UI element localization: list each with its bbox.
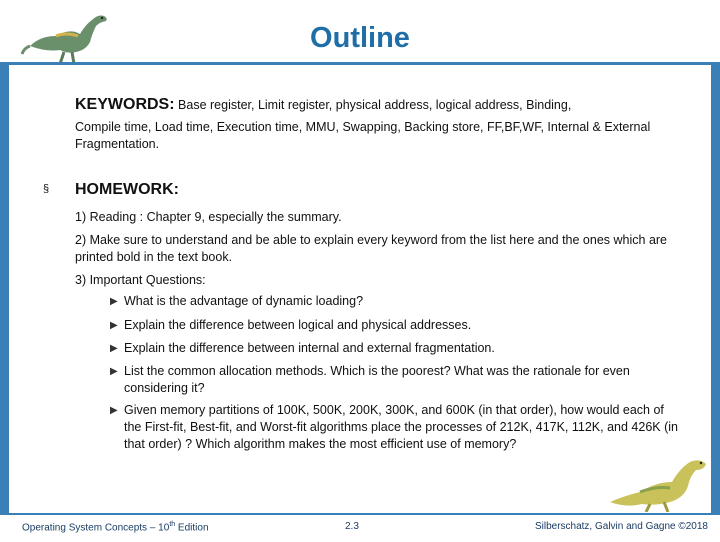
- question-item: [110, 363, 680, 397]
- question-text: Explain the difference between internal and external fragmentation.: [124, 341, 495, 355]
- triangle-right-icon: ▶: [110, 320, 118, 331]
- keywords-heading: KEYWORDS:: [75, 96, 175, 113]
- triangle-right-icon: ▶: [110, 296, 118, 307]
- question-item: [110, 340, 680, 357]
- question-item: [110, 402, 680, 453]
- triangle-right-icon: ▶: [110, 405, 118, 416]
- title-divider: [0, 62, 720, 65]
- page-title: Outline: [310, 22, 410, 54]
- homework-item: 3) Important Questions:: [75, 273, 206, 287]
- homework-item: 2) Make sure to understand and be able to explain every keyword from the list here and the ones which are printed bold in the text book.: [75, 233, 668, 264]
- dinosaur-icon: [606, 452, 710, 512]
- keywords-first-line: Base register, Limit register, physical address, logical address, Binding,: [178, 98, 572, 112]
- section-bullet-icon: §: [43, 183, 50, 195]
- triangle-right-icon: ▶: [110, 343, 118, 354]
- keywords-line: [75, 96, 695, 114]
- keywords-continued: Compile time, Load time, Execution time, MMU, Swapping, Backing store, FF,BF,WF, Internal & External Fragmentation.: [75, 120, 651, 151]
- footer-authors: Silberschatz, Galvin and Gagne ©2018: [534, 521, 708, 532]
- homework-item: 1) Reading : Chapter 9, especially the summary.: [75, 210, 342, 224]
- right-accent-bar: [711, 65, 720, 513]
- question-text: Explain the difference between logical and physical addresses.: [124, 318, 472, 332]
- question-text: List the common allocation methods. Which is the poorest? What was the rationale for even considering it?: [124, 364, 630, 395]
- triangle-right-icon: ▶: [110, 366, 118, 377]
- homework-heading: HOMEWORK:: [75, 181, 179, 198]
- left-accent-bar: [0, 65, 9, 513]
- question-item: [110, 317, 680, 334]
- question-text: What is the advantage of dynamic loading?: [124, 294, 364, 308]
- footer-slide-number: 2.3: [345, 521, 359, 532]
- question-text: Given memory partitions of 100K, 500K, 200K, 300K, and 600K (in that order), how would each of the First-fit, Best-fit, and Worst-fit algorithms place the processes of 212K, 417K, 112K, and 426K (in that order) ? Which algorithm makes the most efficient use of memory?: [124, 403, 678, 451]
- footer-book-title: Operating System Concepts – 10th Edition: [22, 521, 209, 534]
- question-item: [110, 293, 680, 310]
